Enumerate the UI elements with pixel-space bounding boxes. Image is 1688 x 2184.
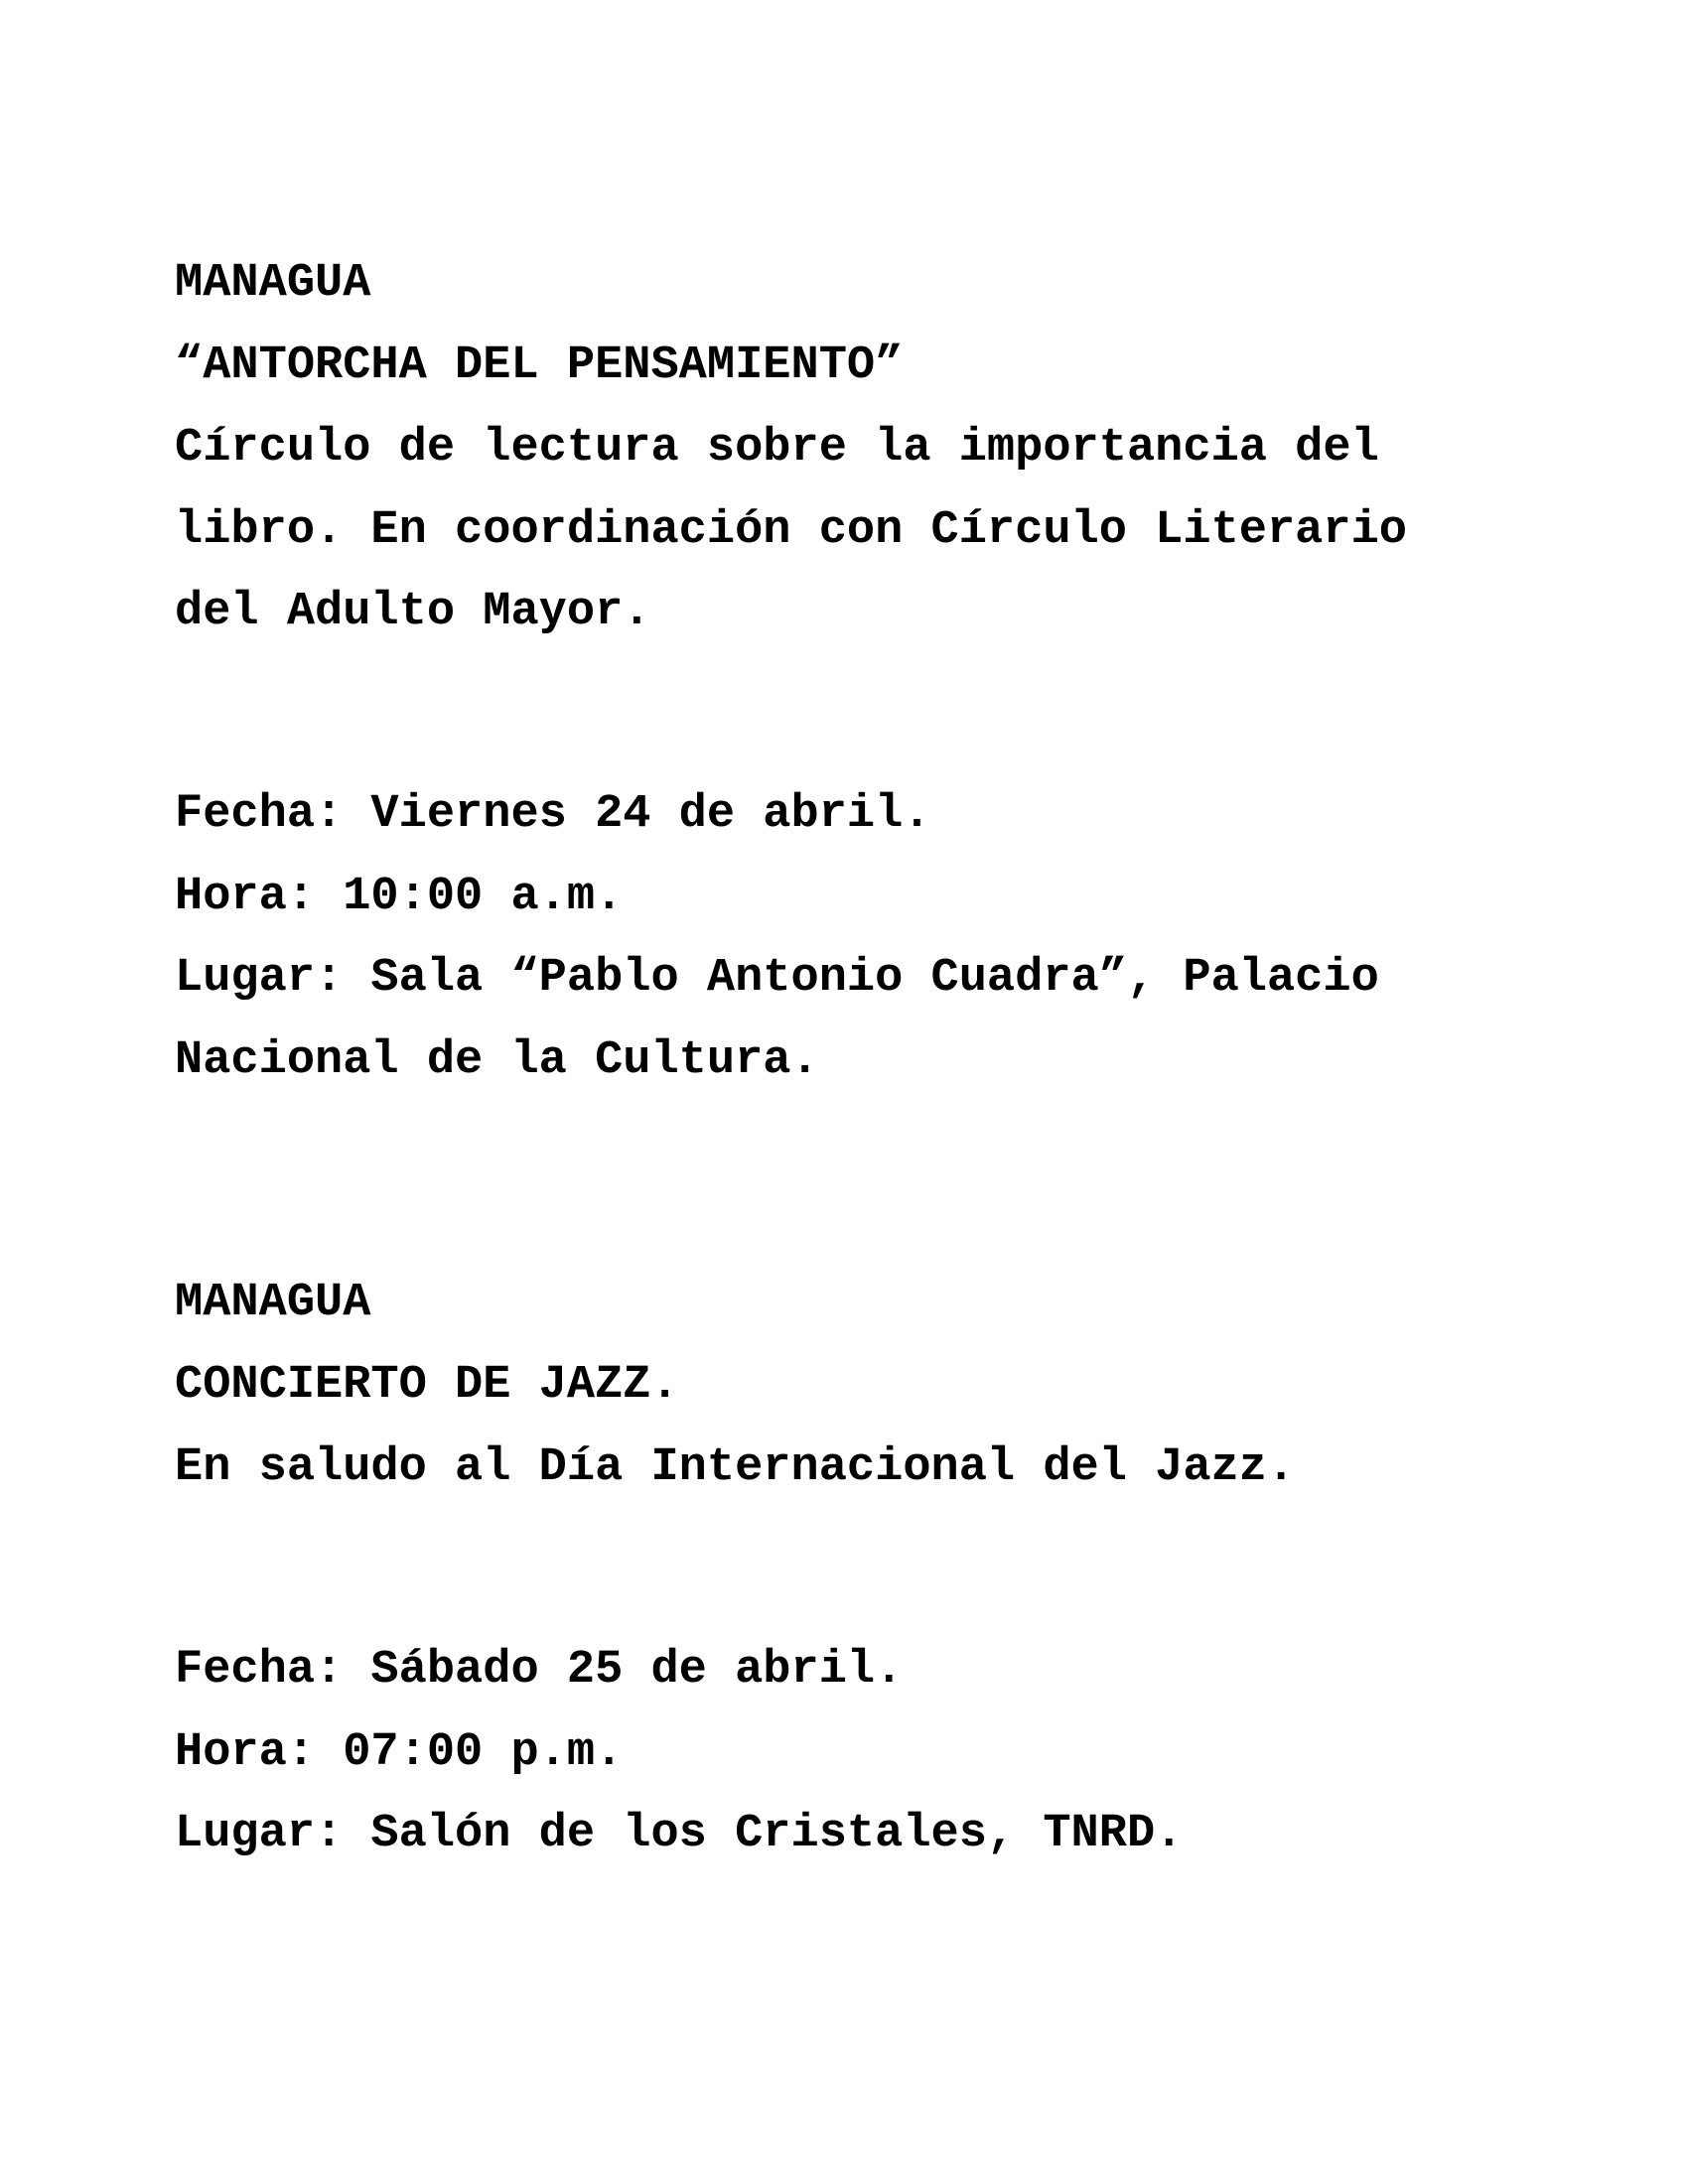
event-1-fecha: Fecha: Viernes 24 de abril. — [175, 788, 931, 841]
event-1-title: “ANTORCHA DEL PENSAMIENTO” — [175, 340, 904, 392]
event-1-lugar-line-2: Nacional de la Cultura. — [175, 1034, 819, 1087]
event-2-lugar-line-1: Lugar: Salón de los Cristales, TNRD. — [175, 1808, 1184, 1860]
event-1-city: MANAGUA — [175, 257, 371, 310]
event-1-description-line-1: Círculo de lectura sobre la importancia del — [175, 422, 1379, 475]
event-1-hora: Hora: 10:00 a.m. — [175, 871, 624, 923]
event-2-description-line-1: En saludo al Día Internacional del Jazz. — [175, 1441, 1296, 1494]
event-2-hora: Hora: 07:00 p.m. — [175, 1726, 624, 1779]
event-1-description-line-3: del Adulto Mayor. — [175, 586, 651, 638]
event-2-city: MANAGUA — [175, 1277, 371, 1329]
event-1-description-line-2: libro. En coordinación con Círculo Literario — [175, 504, 1408, 557]
event-2-fecha: Fecha: Sábado 25 de abril. — [175, 1644, 904, 1697]
event-1-lugar-line-1: Lugar: Sala “Pablo Antonio Cuadra”, Palacio — [175, 952, 1379, 1005]
event-2-title: CONCIERTO DE JAZZ. — [175, 1359, 679, 1412]
